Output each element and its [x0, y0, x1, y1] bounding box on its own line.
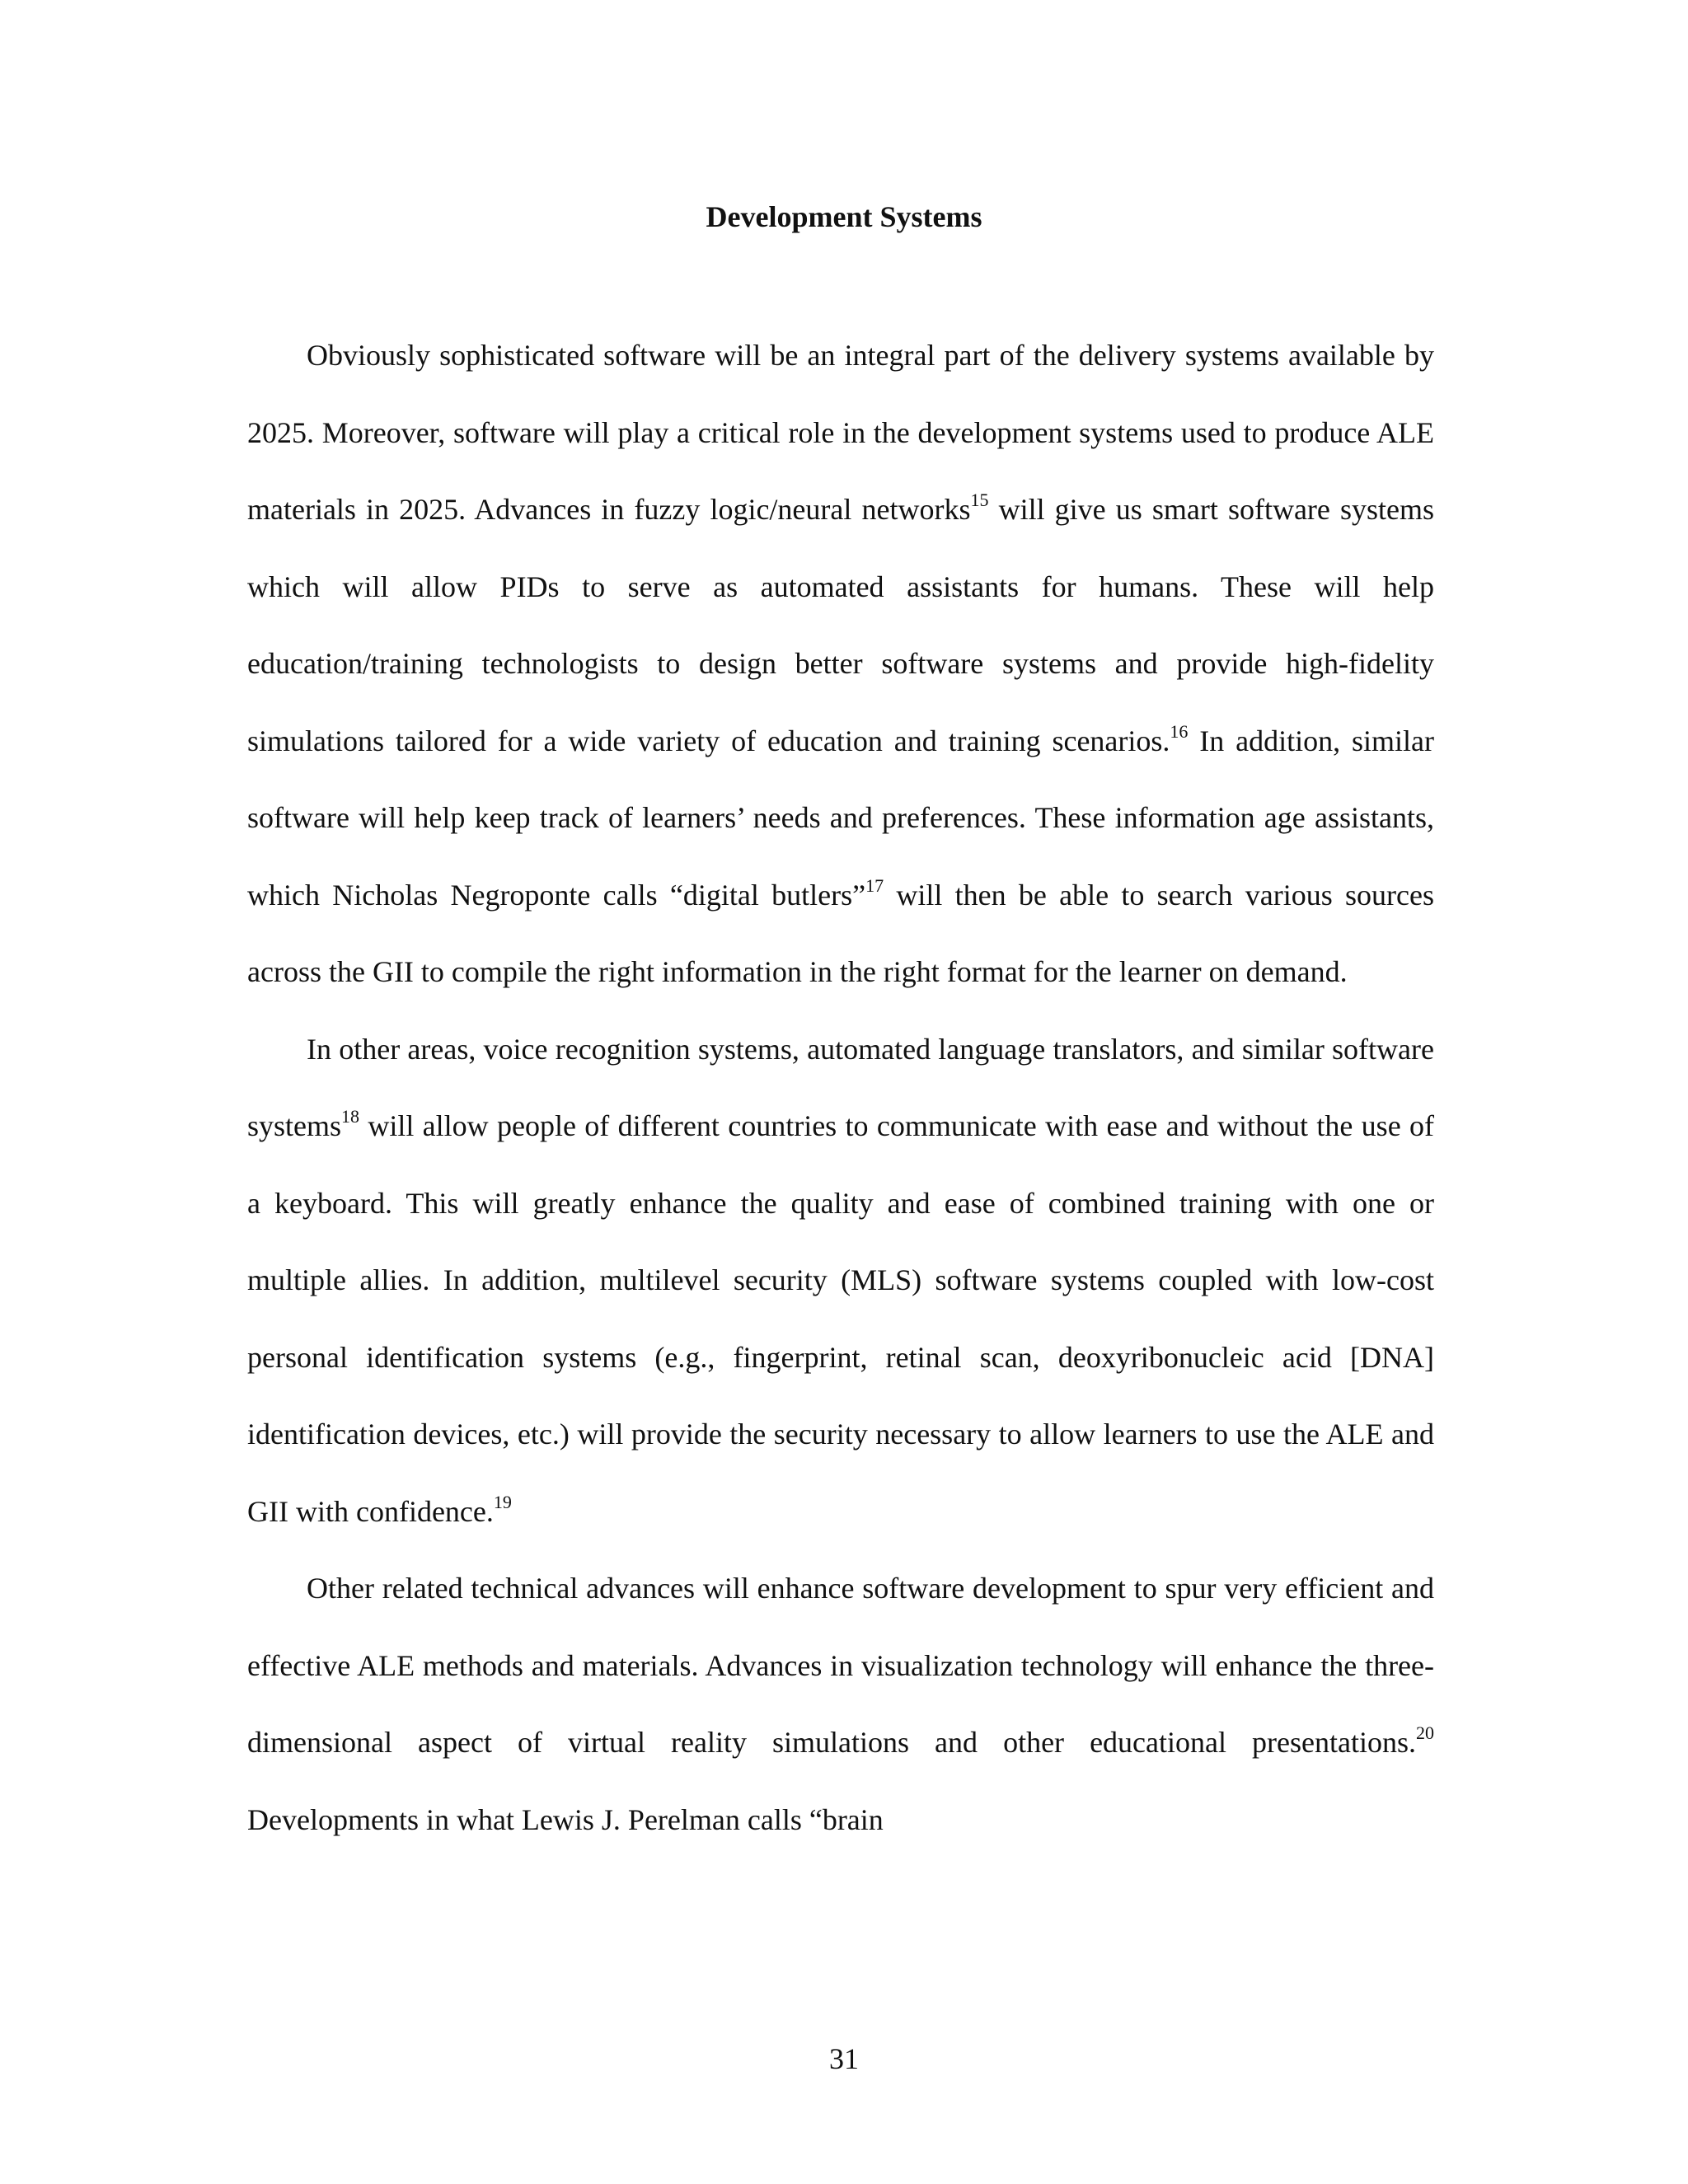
page-number: 31 [829, 2042, 859, 2075]
footnote-ref-15: 15 [970, 490, 989, 510]
footnote-ref-20: 20 [1416, 1722, 1434, 1743]
paragraph-text: will then be able to search various sources across the GII to compile the right information in the right format for the learner on demand. [247, 878, 1434, 988]
paragraph-text: Other related technical advances will enhance software development to spur very efficient and effective ALE methods and materials. Advances in visualization technology will enhance the three-dimensional aspect of virtual reality simulations and other educational presentations. [247, 1572, 1434, 1759]
paragraph-text: Obviously sophisticated software will be an integral part of the delivery systems available by 2025. Moreover, software will play a critical role in the development systems used to produce ALE materials in 2025. Advances in fuzzy logic/neural networks [247, 339, 1434, 526]
paragraph-text: In addition, similar software will help keep track of learners’ needs and preferences. These information age assistants, which Nicholas Negroponte calls “digital butlers” [247, 724, 1434, 912]
footnote-ref-16: 16 [1170, 720, 1189, 742]
paragraph-text: In other areas, voice recognition systems, automated language translators, and similar software systems [247, 1032, 1434, 1142]
footnote-ref-18: 18 [341, 1106, 360, 1127]
paragraph-text: will allow people of different countries to communicate with ease and without the use of a keyboard. This will greatly enhance the quality and ease of combined training with one or multiple allies. In addition, multilevel security (MLS) software systems coupled with low-cost personal identification systems (e.g., fingerprint, retinal scan, deoxyribonucleic acid [DNA] identification devices, etc.) will provide the security necessary to allow learners to use the ALE and GII with confidence. [247, 1109, 1434, 1528]
footnote-ref-19: 19 [493, 1491, 512, 1512]
paragraph-text: will give us smart software systems which will allow PIDs to serve as automated assistants for humans. These will help education/training technologists to design better software systems and provide high-fidelity simulations tailored for a wide variety of education and training scenarios. [247, 493, 1434, 757]
body-text [247, 317, 1434, 1858]
paragraph-2 [247, 1011, 1434, 1551]
section-title: Development Systems [706, 200, 982, 233]
paragraph-text: Developments in what Lewis J. Perelman calls “brain [247, 1802, 884, 1836]
footnote-ref-17: 17 [865, 874, 884, 896]
paragraph-3 [247, 1550, 1434, 1858]
paragraph-1 [247, 317, 1434, 1011]
